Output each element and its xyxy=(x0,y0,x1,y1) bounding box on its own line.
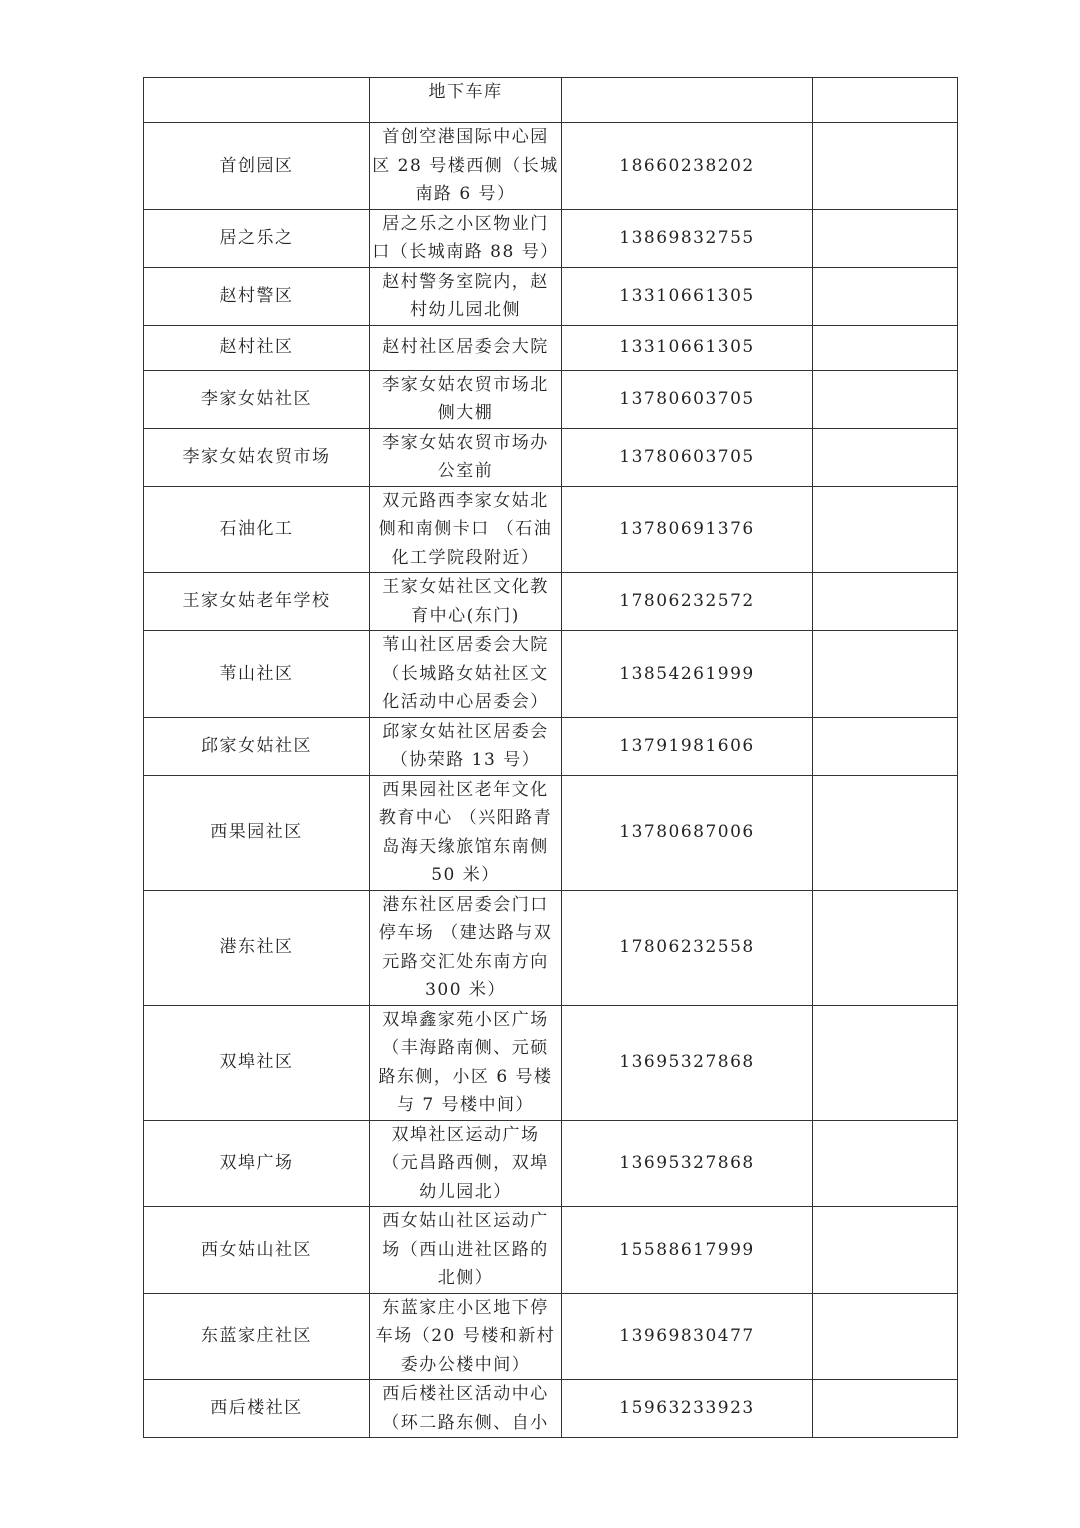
address-line: 双埠社区运动广场 xyxy=(391,1124,540,1145)
address-line: （丰海路南侧、元硕 xyxy=(382,1038,549,1058)
table-row xyxy=(144,1120,958,1207)
site-address-cell xyxy=(370,573,562,631)
table-row xyxy=(144,890,958,1005)
address-line: 王家女姑社区文化教 xyxy=(382,577,549,597)
note-cell xyxy=(813,573,958,631)
contact-phone-cell: 13695327868 xyxy=(562,1005,813,1120)
address-line: 邱家女姑社区居委会 xyxy=(382,721,549,742)
note-cell xyxy=(813,890,958,1005)
note-cell xyxy=(813,428,958,486)
address-line: 区 28 号楼西侧（长城 xyxy=(372,155,559,176)
site-address-cell xyxy=(370,325,562,370)
site-name-cell xyxy=(144,78,370,123)
note-cell xyxy=(813,325,958,370)
table-row xyxy=(144,370,958,428)
contact-phone-cell: 13780603705 xyxy=(562,370,813,428)
contact-phone-cell: 13310661305 xyxy=(562,325,813,370)
table-row xyxy=(144,717,958,775)
site-name-cell: 王家女姑老年学校 xyxy=(144,573,370,631)
site-name-cell: 居之乐之 xyxy=(144,209,370,267)
site-name-cell: 赵村社区 xyxy=(144,325,370,370)
address-line: 公室前 xyxy=(437,461,494,481)
site-address-cell xyxy=(370,1380,562,1438)
site-name-cell: 西后楼社区 xyxy=(144,1380,370,1438)
address-line: 赵村警务室院内，赵 xyxy=(382,271,549,292)
address-line: 居之乐之小区物业门 xyxy=(382,213,549,234)
contact-phone-cell: 15588617999 xyxy=(562,1207,813,1294)
table-row xyxy=(144,123,958,210)
table-body xyxy=(144,78,958,1438)
note-cell xyxy=(813,717,958,775)
contact-phone-cell: 13854261999 xyxy=(562,631,813,718)
address-line: 300 米） xyxy=(425,980,506,1000)
table-row xyxy=(144,775,958,890)
table-row xyxy=(144,78,958,123)
address-line: 口（长城南路 88 号） xyxy=(372,242,559,262)
address-line: （环二路东侧、自小 xyxy=(382,1412,549,1433)
note-cell xyxy=(813,1207,958,1294)
site-name-cell: 港东社区 xyxy=(144,890,370,1005)
testing-sites-table xyxy=(143,77,958,1438)
site-name-cell: 西女姑山社区 xyxy=(144,1207,370,1294)
contact-phone-cell: 17806232572 xyxy=(562,573,813,631)
site-address-cell xyxy=(370,267,562,325)
site-address-cell xyxy=(370,1120,562,1207)
address-line: 双元路西李家女姑北 xyxy=(382,490,549,511)
table-row xyxy=(144,1005,958,1120)
note-cell xyxy=(813,1380,958,1438)
contact-phone-cell xyxy=(562,78,813,123)
address-line: 西后楼社区活动中心 xyxy=(382,1384,549,1404)
site-address-cell xyxy=(370,1293,562,1380)
address-line: 侧大棚 xyxy=(437,403,494,423)
table-row xyxy=(144,573,958,631)
note-cell xyxy=(813,123,958,210)
address-line: （长城路女姑社区文 xyxy=(382,663,549,684)
site-address-cell xyxy=(370,209,562,267)
address-line: 委办公楼中间） xyxy=(400,1354,531,1375)
note-cell xyxy=(813,209,958,267)
site-name-cell: 首创园区 xyxy=(144,123,370,210)
site-address-cell xyxy=(370,717,562,775)
site-address-cell xyxy=(370,775,562,890)
contact-phone-cell: 13869832755 xyxy=(562,209,813,267)
contact-phone-cell: 13791981606 xyxy=(562,717,813,775)
table-row xyxy=(144,631,958,718)
address-line: 港东社区居委会门口 xyxy=(382,894,549,915)
site-address-cell xyxy=(370,1207,562,1294)
site-name-cell: 东蓝家庄社区 xyxy=(144,1293,370,1380)
address-line: 幼儿园北） xyxy=(419,1181,512,1202)
address-line: 赵村社区居委会大院 xyxy=(382,337,549,358)
table-row xyxy=(144,428,958,486)
address-line: 北侧） xyxy=(437,1268,494,1288)
contact-phone-cell: 17806232558 xyxy=(562,890,813,1005)
site-address-cell xyxy=(370,631,562,718)
note-cell xyxy=(813,370,958,428)
site-name-cell: 双埠广场 xyxy=(144,1120,370,1207)
address-line: 南路 6 号） xyxy=(415,184,516,204)
site-address-cell xyxy=(370,428,562,486)
contact-phone-cell: 18660238202 xyxy=(562,123,813,210)
address-line: 双埠鑫家苑小区广场 xyxy=(382,1009,549,1030)
address-line: 车场（20 号楼和新村 xyxy=(375,1326,556,1346)
table-row xyxy=(144,267,958,325)
table-row xyxy=(144,325,958,370)
contact-phone-cell: 13780603705 xyxy=(562,428,813,486)
address-line: 与 7 号楼中间） xyxy=(396,1095,535,1115)
address-line: 西果园社区老年文化 xyxy=(382,779,549,800)
note-cell xyxy=(813,1120,958,1207)
address-line: 东蓝家庄小区地下停 xyxy=(382,1297,549,1318)
address-line: 化工学院段附近） xyxy=(391,547,540,568)
address-line: 李家女姑农贸市场办 xyxy=(382,432,549,453)
address-line: 西女姑山社区运动广 xyxy=(382,1211,549,1231)
contact-phone-cell: 15963233923 xyxy=(562,1380,813,1438)
site-address-cell xyxy=(370,1005,562,1120)
note-cell xyxy=(813,267,958,325)
site-name-cell: 石油化工 xyxy=(144,486,370,573)
site-address-cell xyxy=(370,370,562,428)
table-row xyxy=(144,1380,958,1438)
site-address-cell xyxy=(370,78,562,123)
address-line: 侧和南侧卡口 （石油 xyxy=(378,519,553,539)
note-cell xyxy=(813,775,958,890)
address-line: 李家女姑农贸市场北 xyxy=(382,374,549,395)
note-cell xyxy=(813,631,958,718)
table-row xyxy=(144,486,958,573)
address-line: 50 米） xyxy=(431,865,500,885)
table-row xyxy=(144,1293,958,1380)
site-name-cell: 苇山社区 xyxy=(144,631,370,718)
address-line: 教育中心 （兴阳路青 xyxy=(378,808,553,828)
note-cell xyxy=(813,1293,958,1380)
address-line: 路东侧，小区 6 号楼 xyxy=(378,1066,553,1087)
contact-phone-cell: 13695327868 xyxy=(562,1120,813,1207)
address-line: 场（西山进社区路的 xyxy=(382,1239,549,1260)
address-line: 苇山社区居委会大院 xyxy=(382,635,549,655)
address-line: 化活动中心居委会） xyxy=(382,692,549,712)
address-line: 育中心(东门) xyxy=(411,605,520,626)
site-name-cell: 李家女姑农贸市场 xyxy=(144,428,370,486)
site-name-cell: 西果园社区 xyxy=(144,775,370,890)
contact-phone-cell: 13969830477 xyxy=(562,1293,813,1380)
site-name-cell: 双埠社区 xyxy=(144,1005,370,1120)
address-line: 岛海天缘旅馆东南侧 xyxy=(382,836,549,857)
table-row xyxy=(144,1207,958,1294)
note-cell xyxy=(813,1005,958,1120)
site-address-cell xyxy=(370,486,562,573)
contact-phone-cell: 13780687006 xyxy=(562,775,813,890)
address-line: 村幼儿园北侧 xyxy=(410,300,521,320)
site-name-cell: 李家女姑社区 xyxy=(144,370,370,428)
address-line: 元路交汇处东南方向 xyxy=(382,951,549,972)
address-line: （元昌路西侧，双埠 xyxy=(382,1153,549,1173)
site-address-cell xyxy=(370,890,562,1005)
address-line: 地下车库 xyxy=(428,82,503,102)
address-line: （协荣路 13 号） xyxy=(390,750,541,770)
contact-phone-cell: 13780691376 xyxy=(562,486,813,573)
address-line: 首创空港国际中心园 xyxy=(382,127,549,147)
note-cell xyxy=(813,486,958,573)
note-cell xyxy=(813,78,958,123)
address-line: 停车场 （建达路与双 xyxy=(378,923,553,943)
table-row xyxy=(144,209,958,267)
site-name-cell: 邱家女姑社区 xyxy=(144,717,370,775)
site-address-cell xyxy=(370,123,562,210)
site-name-cell: 赵村警区 xyxy=(144,267,370,325)
contact-phone-cell: 13310661305 xyxy=(562,267,813,325)
